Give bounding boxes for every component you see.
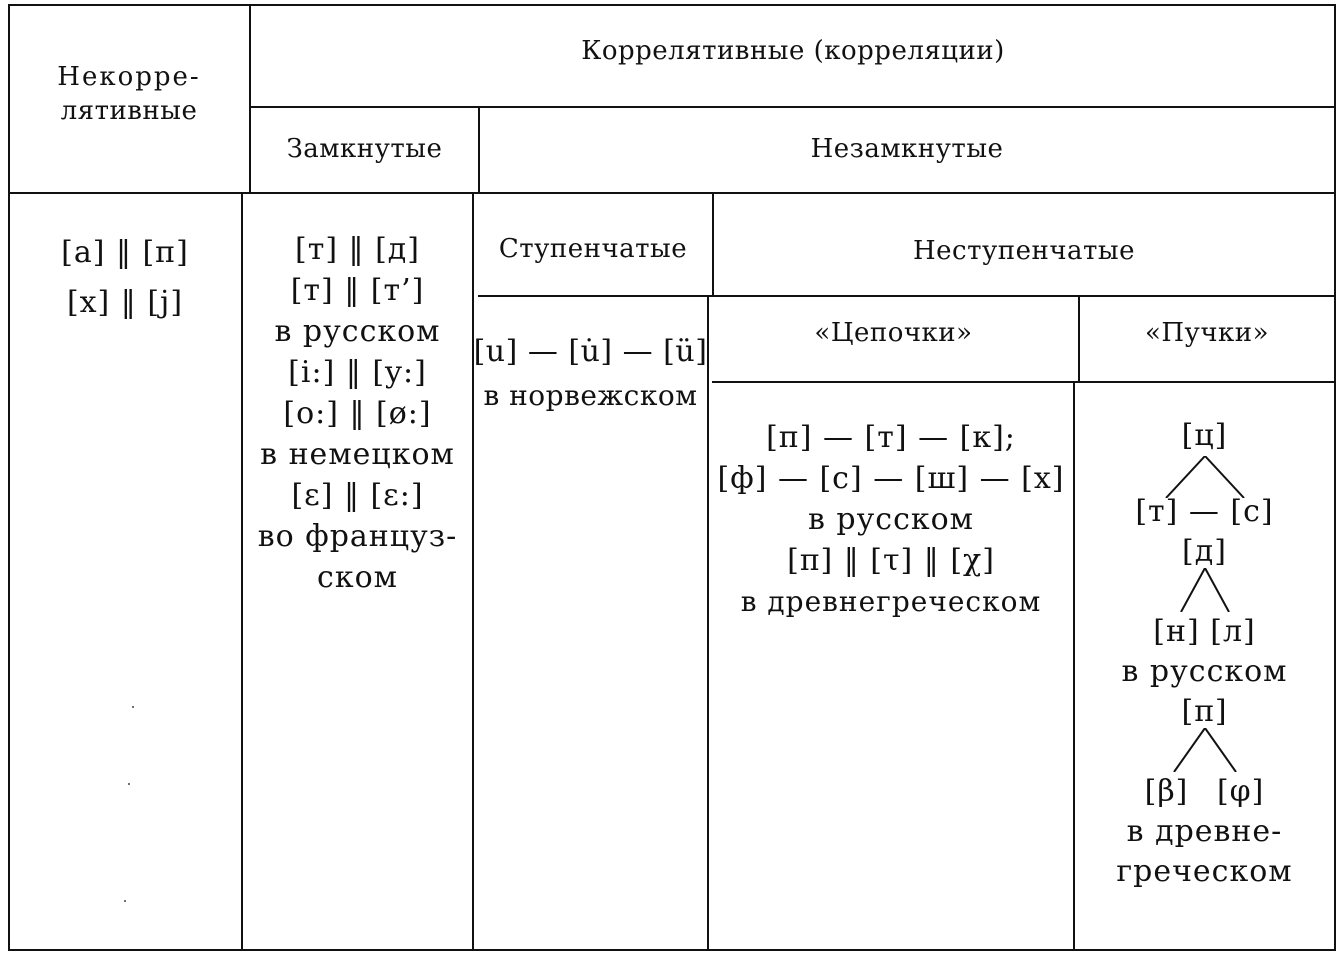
header-noncorrelative-line-2: лятивные [60, 96, 198, 126]
bundle-1-top: [ц] [1181, 418, 1228, 453]
bundle-3-bottom [1145, 772, 1265, 812]
header-divider-4 [712, 381, 1334, 383]
scan-speck [128, 783, 130, 785]
gradual-example-2: в норвежском [483, 379, 698, 412]
header-gradual-label: Ступенчатые [498, 234, 688, 264]
chain-example-2: [ф] — [с] — [ш] — [х] [717, 461, 1065, 496]
header-closed-label: Замкнутые [286, 134, 443, 164]
column-divider-2b [472, 192, 474, 951]
header-chains-label: «Цепочки» [814, 318, 973, 348]
header-correlative [252, 36, 1334, 66]
closed-example-6: в немецком [260, 437, 455, 472]
closed-examples [243, 229, 472, 598]
gradual-example-1: [u] — [u̇] — [ü] [473, 334, 708, 369]
header-correlative-label: Коррелятивные (корреляции) [581, 36, 1005, 66]
bundle-3-lang-1: в древне- [1126, 814, 1283, 849]
gradual-examples [474, 330, 707, 418]
bundle-3-right: [φ] [1216, 774, 1265, 809]
header-nongradual [714, 236, 1334, 266]
noncorrelative-examples [10, 228, 240, 328]
scan-speck [124, 900, 126, 902]
bundle-2-bottom [1153, 612, 1255, 652]
table-border-top [8, 4, 1334, 6]
header-divider-3 [478, 295, 1334, 297]
bundle-3-left: [β] [1144, 774, 1189, 809]
bundle-examples [1075, 416, 1334, 892]
header-divider-2 [8, 192, 1334, 194]
bundle-2-left: [н] [1153, 614, 1200, 649]
closed-example-5: [o:] ‖ [ø:] [283, 396, 432, 431]
header-gradual [474, 234, 712, 264]
chain-example-3: в русском [807, 502, 975, 537]
noncorrelative-example-2: [х] ‖ [j] [66, 285, 184, 320]
closed-example-3: в русском [274, 314, 441, 349]
chain-examples [709, 417, 1073, 622]
closed-example-7: [ε] ‖ [ε:] [291, 478, 424, 513]
bundle-2-right: [л] [1210, 614, 1256, 649]
chain-example-4: [π] ‖ [τ] ‖ [χ] [787, 543, 995, 578]
bundle-2-fork [1175, 568, 1235, 612]
bundle-2-lang: в русском [1121, 654, 1288, 689]
table-border-right [1334, 4, 1336, 951]
header-nongradual-label: Неступенчатые [912, 236, 1135, 266]
header-open [480, 134, 1334, 164]
closed-example-9: ском [317, 560, 398, 595]
header-noncorrelative-line-1: Некорре- [57, 62, 201, 92]
chain-example-5: в древнегреческом [740, 585, 1042, 618]
closed-example-4: [i:] ‖ [y:] [288, 355, 427, 390]
header-chains [709, 318, 1078, 348]
table-border-bottom [8, 949, 1334, 951]
scan-speck [132, 706, 134, 708]
closed-example-1: [т] ‖ [д] [295, 232, 420, 267]
bundle-1-bottom: [т] — [с] [1135, 494, 1274, 529]
chain-example-1: [п] — [т] — [к]; [766, 420, 1016, 455]
bundle-3-fork [1168, 728, 1242, 772]
table-border-left [8, 4, 10, 951]
column-divider-3b [707, 295, 709, 951]
header-closed [251, 134, 478, 164]
header-open-label: Незамкнутые [810, 134, 1004, 164]
header-noncorrelative [10, 60, 248, 128]
closed-example-2: [т] ‖ [т’] [290, 273, 425, 308]
noncorrelative-example-1: [а] ‖ [п] [61, 235, 189, 270]
bundle-3-lang-2: греческом [1116, 854, 1293, 889]
header-bundles [1080, 318, 1334, 348]
header-bundles-label: «Пучки» [1144, 318, 1270, 348]
closed-example-8: во француз- [257, 519, 458, 554]
bundle-2-top: [д] [1182, 534, 1227, 569]
bundle-3-top: [π] [1181, 694, 1228, 729]
header-divider-1 [250, 106, 1334, 108]
